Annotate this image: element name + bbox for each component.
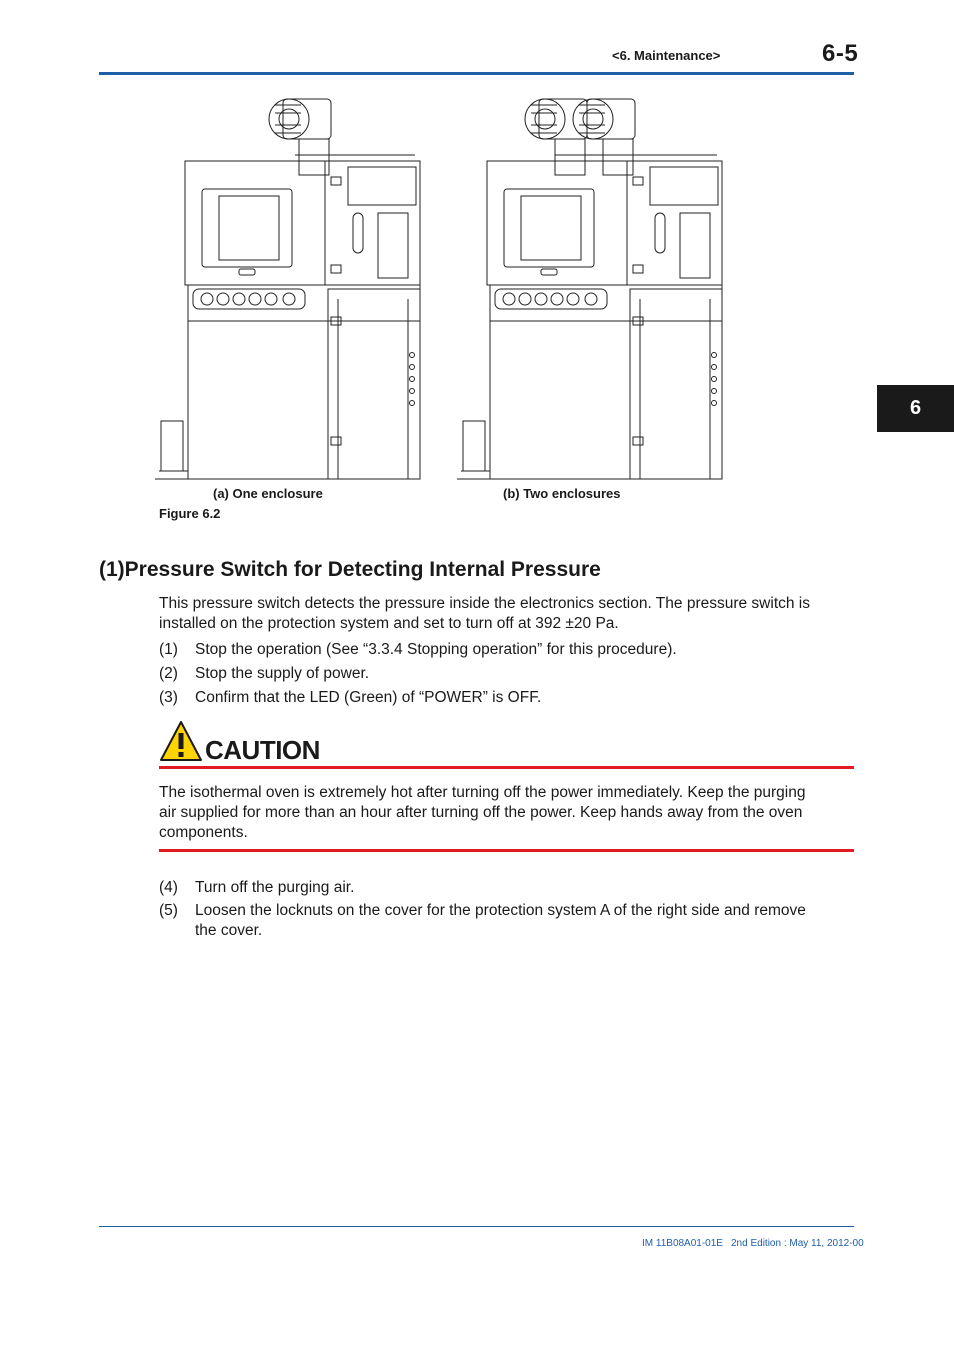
caution-bottom-rule — [159, 849, 854, 852]
header-rule — [99, 72, 854, 75]
caution-top-rule — [159, 766, 854, 769]
step-number: (5) — [159, 902, 178, 919]
caution-line: air supplied for more than an hour after turning off the power. Keep hands away from the oven — [159, 804, 803, 821]
page-number: 6-5 — [822, 40, 859, 67]
step-text: Confirm that the LED (Green) of “POWER” is OFF. — [195, 689, 542, 706]
step-text: Stop the operation (See “3.3.4 Stopping operation” for this procedure). — [195, 641, 677, 658]
intro-line: installed on the protection system and set to turn off at 392 ±20 Pa. — [159, 615, 619, 632]
drawing-two-enclosures — [457, 99, 722, 479]
running-header-section: <6. Maintenance> — [612, 48, 721, 63]
footer-rule — [99, 1226, 854, 1227]
caution-text — [159, 783, 849, 843]
step-number: (3) — [159, 689, 178, 706]
chapter-tab-label: 6 — [909, 397, 922, 419]
step-text-line: the cover. — [195, 922, 263, 939]
footer-doc-id: IM 11B08A01-01E — [642, 1238, 723, 1249]
drawing-one-enclosure — [155, 99, 420, 479]
caution-line: The isothermal oven is extremely hot after turning off the power immediately. Keep the purging — [159, 784, 806, 801]
intro-paragraph — [159, 594, 849, 634]
step-number: (2) — [159, 665, 178, 682]
figure-caption-a: (a) One enclosure — [213, 486, 323, 501]
caution-line: components. — [159, 824, 248, 841]
step-text-line: Loosen the locknuts on the cover for the protection system A of the right side and remove — [195, 902, 806, 919]
caution-title: CAUTION — [205, 735, 320, 765]
step-text — [195, 901, 845, 941]
figure-analyzer-drawings — [155, 85, 735, 485]
chapter-tab — [877, 385, 954, 432]
step-number: (4) — [159, 879, 178, 896]
step-text: Stop the supply of power. — [195, 665, 370, 682]
footer-edition: 2nd Edition : May 11, 2012-00 — [731, 1238, 864, 1249]
figure-title: Figure 6.2 — [159, 506, 221, 521]
warning-triangle-icon — [159, 720, 203, 762]
figure-caption-b: (b) Two enclosures — [503, 486, 621, 501]
section-heading: (1)Pressure Switch for Detecting Internal Pressure — [99, 558, 601, 581]
step-number: (1) — [159, 641, 178, 658]
step-text: Turn off the purging air. — [195, 879, 355, 896]
intro-line: This pressure switch detects the pressure inside the electronics section. The pressure switch is — [159, 595, 810, 612]
